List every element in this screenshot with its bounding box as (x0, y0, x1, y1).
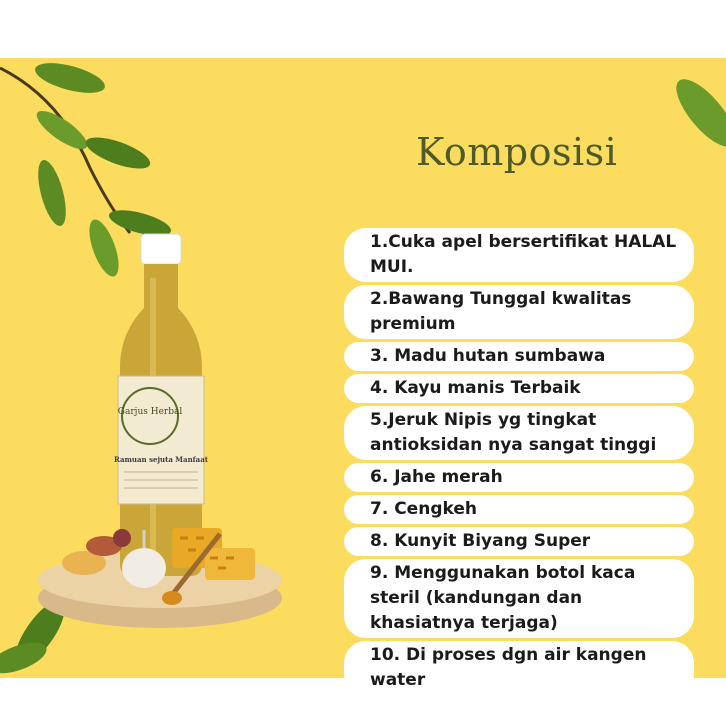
list-item: 2.Bawang Tunggal kwalitas premium (344, 285, 694, 339)
ingredient-list (344, 228, 694, 698)
list-item: 4. Kayu manis Terbaik (344, 374, 694, 403)
bottle-cap (141, 234, 181, 264)
page-title: Komposisi (416, 130, 618, 174)
leaf-icon (82, 131, 153, 175)
leaf-icon (32, 58, 108, 99)
list-item: 6. Jahe merah (344, 463, 694, 492)
shallot-icon (113, 529, 131, 547)
bottle-tagline: Ramuan sejuta Manfaat (114, 455, 208, 464)
list-item: 5.Jeruk Nipis yg tingkat antioksidan nya sangat tinggi (344, 406, 694, 460)
list-item: 1.Cuka apel bersertifikat HALAL MUI. (344, 228, 694, 282)
list-item: 3. Madu hutan sumbawa (344, 342, 694, 371)
list-item: 7. Cengkeh (344, 495, 694, 524)
leaf-icon (33, 157, 72, 228)
list-item: 9. Menggunakan botol kaca steril (kandungan dan khasiatnya terjaga) (344, 559, 694, 638)
leaf-icon (83, 216, 124, 280)
garlic-icon (122, 548, 166, 588)
honeycomb-icon (205, 548, 255, 580)
leaf-icon (667, 71, 726, 156)
leaf-icon (32, 105, 93, 156)
list-item: 8. Kunyit Biyang Super (344, 527, 694, 556)
list-item: 10. Di proses dgn air kangen water (344, 641, 694, 695)
bottle-brand: Garjus Herbal (117, 407, 183, 417)
